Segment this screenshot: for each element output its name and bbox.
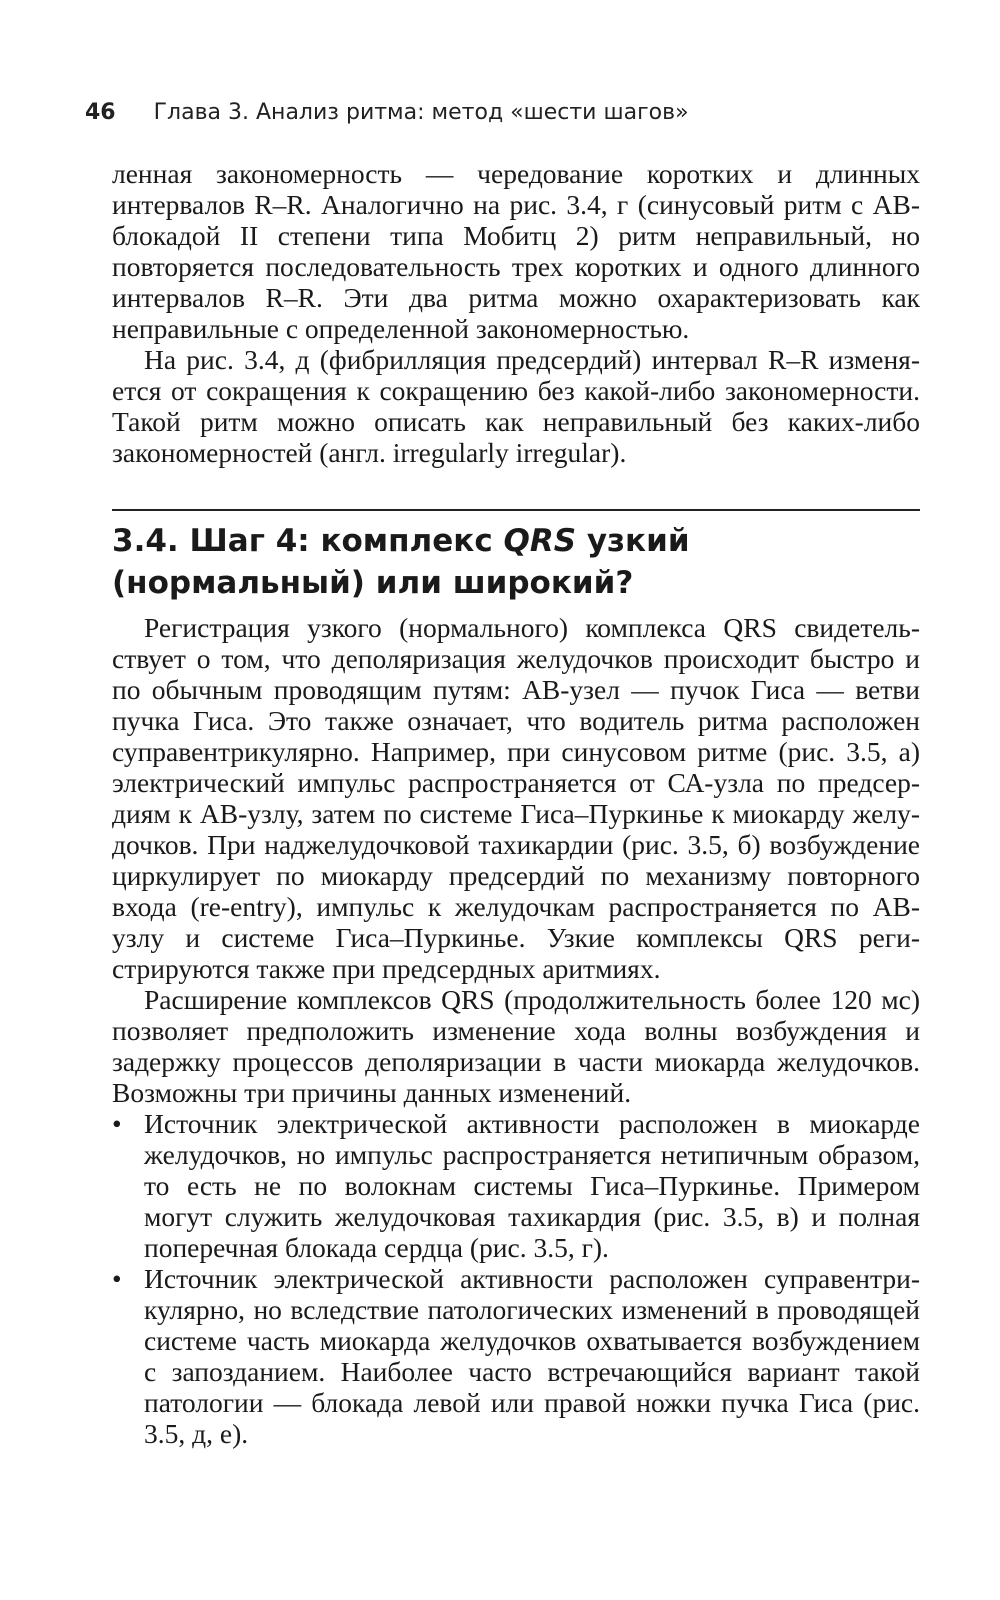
intro-text-block — [112, 158, 920, 468]
bullet-mark: • — [112, 1263, 122, 1294]
intro-paragraph-af: На рис. 3.4, д (фибрилляция предсердий) интервал R–R изменяется от сокращения к сокращению без какой-либо закономерности. Такой ритм можно описать как неправильный без каких-либо закономерностей (англ. irregularly irregular). — [112, 344, 920, 468]
section-heading-suffix: узкий (нормальный) или широкий? — [112, 523, 690, 601]
list-item-text: Источник электрической активности расположен суправентрикулярно, но вследствие патологических изменений в проводящей системе часть миокарда желудочков охватывается возбуждением с запозданием. Наиболее часто встречающийся вариант такой патологии — блокада левой или правой ножки пучка Гиса (рис. 3.5, д, е). — [144, 1263, 920, 1449]
causes-list — [112, 1108, 920, 1449]
section-divider — [112, 509, 920, 511]
section-heading — [112, 520, 920, 604]
bullet-mark: • — [112, 1108, 122, 1139]
intro-paragraph-continued: ленная закономерность — чередование коротких и длинных интервалов R–R. Аналогично на рис. 3.4, г (синусовый ритм с АВ-блокадой II степени типа Мобитц 2) ритм неправильный, но повторяется последовательность трех коротких и одного длинного интервалов R–R. Эти два ритма можно охарактеризовать как неправильные с определенной закономерностью. — [112, 158, 920, 344]
section-text-block — [112, 612, 920, 1449]
section-paragraph-narrow-qrs: Регистрация узкого (нормального) комплекса QRS свидетельствует о том, что деполяризация желудочков происходит быстро и по обычным проводящим путям: АВ-узел — пучок Гиса — ветви пучка Гиса. Это также означает, что водитель ритма расположен суправентрикулярно. Например, при синусовом ритме (рис. 3.5, а) электрический импульс распространяется от СА-узла по предсердиям к АВ-узлу, затем по системе Гиса–Пуркинье к миокарду желудочков. При наджелудочковой тахикардии (рис. 3.5, б) возбуждение циркулирует по миокарду предсердий по механизму повторного входа (re-entry), импульс к желудочкам распространяется по АВ-узлу и системе Гиса–Пуркинье. Узкие комплексы QRS регистрируются также при предсердных аритмиях. — [112, 612, 920, 984]
running-header — [85, 100, 689, 125]
section-paragraph-wide-qrs: Расширение комплексов QRS (продолжительность более 120 мс) позволяет предположить изменение хода волны возбуждения и задержку процессов деполяризации в части миокарда желудочков. Возможны три причины данных изменений. — [112, 984, 920, 1108]
list-item-text: Источник электрической активности расположен в миокарде желудочков, но импульс распространяется нетипичным образом, то есть не по волокнам системы Гиса–Пуркинье. Примером могут служить желудочковая тахикардия (рис. 3.5, в) и полная поперечная блокада сердца (рис. 3.5, г). — [144, 1108, 920, 1263]
chapter-title: Глава 3. Анализ ритма: метод «шести шагов» — [153, 100, 689, 125]
list-item — [112, 1108, 920, 1263]
list-item — [112, 1263, 920, 1449]
section-heading-prefix: 3.4. Шаг 4: комплекс — [112, 523, 504, 559]
section-heading-qrs: QRS — [503, 523, 577, 559]
page-number: 46 — [85, 100, 116, 125]
